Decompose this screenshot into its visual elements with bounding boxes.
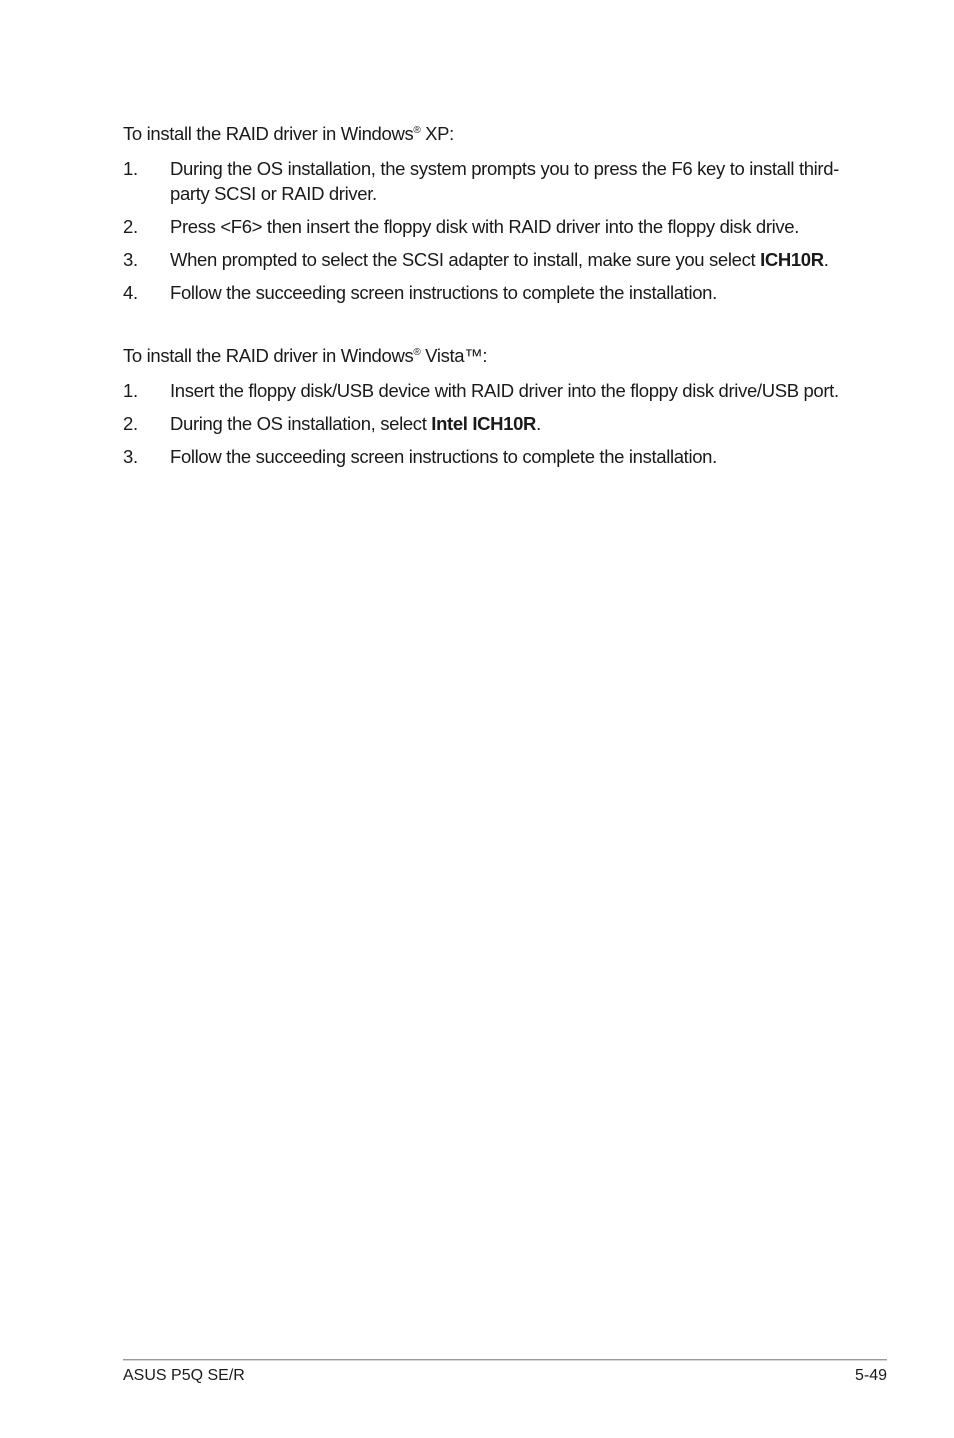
vista-intro [123,343,839,368]
step-number: 4. [123,282,138,303]
step-text-after: . [536,413,541,434]
step-number: 2. [123,216,138,237]
xp-intro [123,121,839,146]
step-text [170,247,839,272]
controller-name: Intel ICH10R [431,413,537,434]
step-number: 2. [123,413,138,434]
step-text: Follow the succeeding screen instructions to complete the installation. [170,282,717,303]
step-text: Press <F6> then insert the floppy disk with RAID driver into the floppy disk drive. [170,216,800,237]
registered-mark: ® [413,347,421,358]
footer-divider [123,1359,887,1361]
vista-intro-text: To install the RAID driver in Windows [123,345,414,366]
step-text: Follow the succeeding screen instructions to complete the installation. [170,446,717,467]
list-item [123,214,839,239]
step-number: 3. [123,446,138,467]
step-number: 3. [123,249,138,270]
step-number: 1. [123,158,138,179]
step-text-after: . [823,249,829,270]
page-content [123,121,839,477]
vista-steps-list [123,378,839,469]
list-item [123,156,839,206]
list-item [123,378,839,403]
step-text-before: During the OS installation, select [170,413,432,434]
adapter-name: ICH10R [760,249,824,270]
list-item [123,280,839,305]
step-text [170,411,839,436]
xp-intro-text: To install the RAID driver in Windows [123,123,414,144]
step-number: 1. [123,380,138,401]
windows-vista-section [123,343,839,469]
page-number: 5-49 [854,1367,887,1384]
list-item [123,444,839,469]
registered-mark: ® [413,125,421,136]
step-text-before: When prompted to select the SCSI adapter to install, make sure you select [170,249,761,270]
footer-product-name: ASUS P5Q SE/R [123,1367,245,1384]
windows-xp-section [123,121,839,305]
list-item [123,411,839,436]
step-text: Insert the floppy disk/USB device with RAID driver into the floppy disk drive/USB port. [170,380,839,401]
vista-intro-suffix: Vista™: [420,345,488,366]
xp-intro-suffix: XP: [420,123,454,144]
xp-steps-list [123,156,839,305]
page-footer [123,1367,887,1385]
step-text: During the OS installation, the system prompts you to press the F6 key to install third-party SCSI or RAID driver. [170,158,839,204]
list-item [123,247,839,272]
